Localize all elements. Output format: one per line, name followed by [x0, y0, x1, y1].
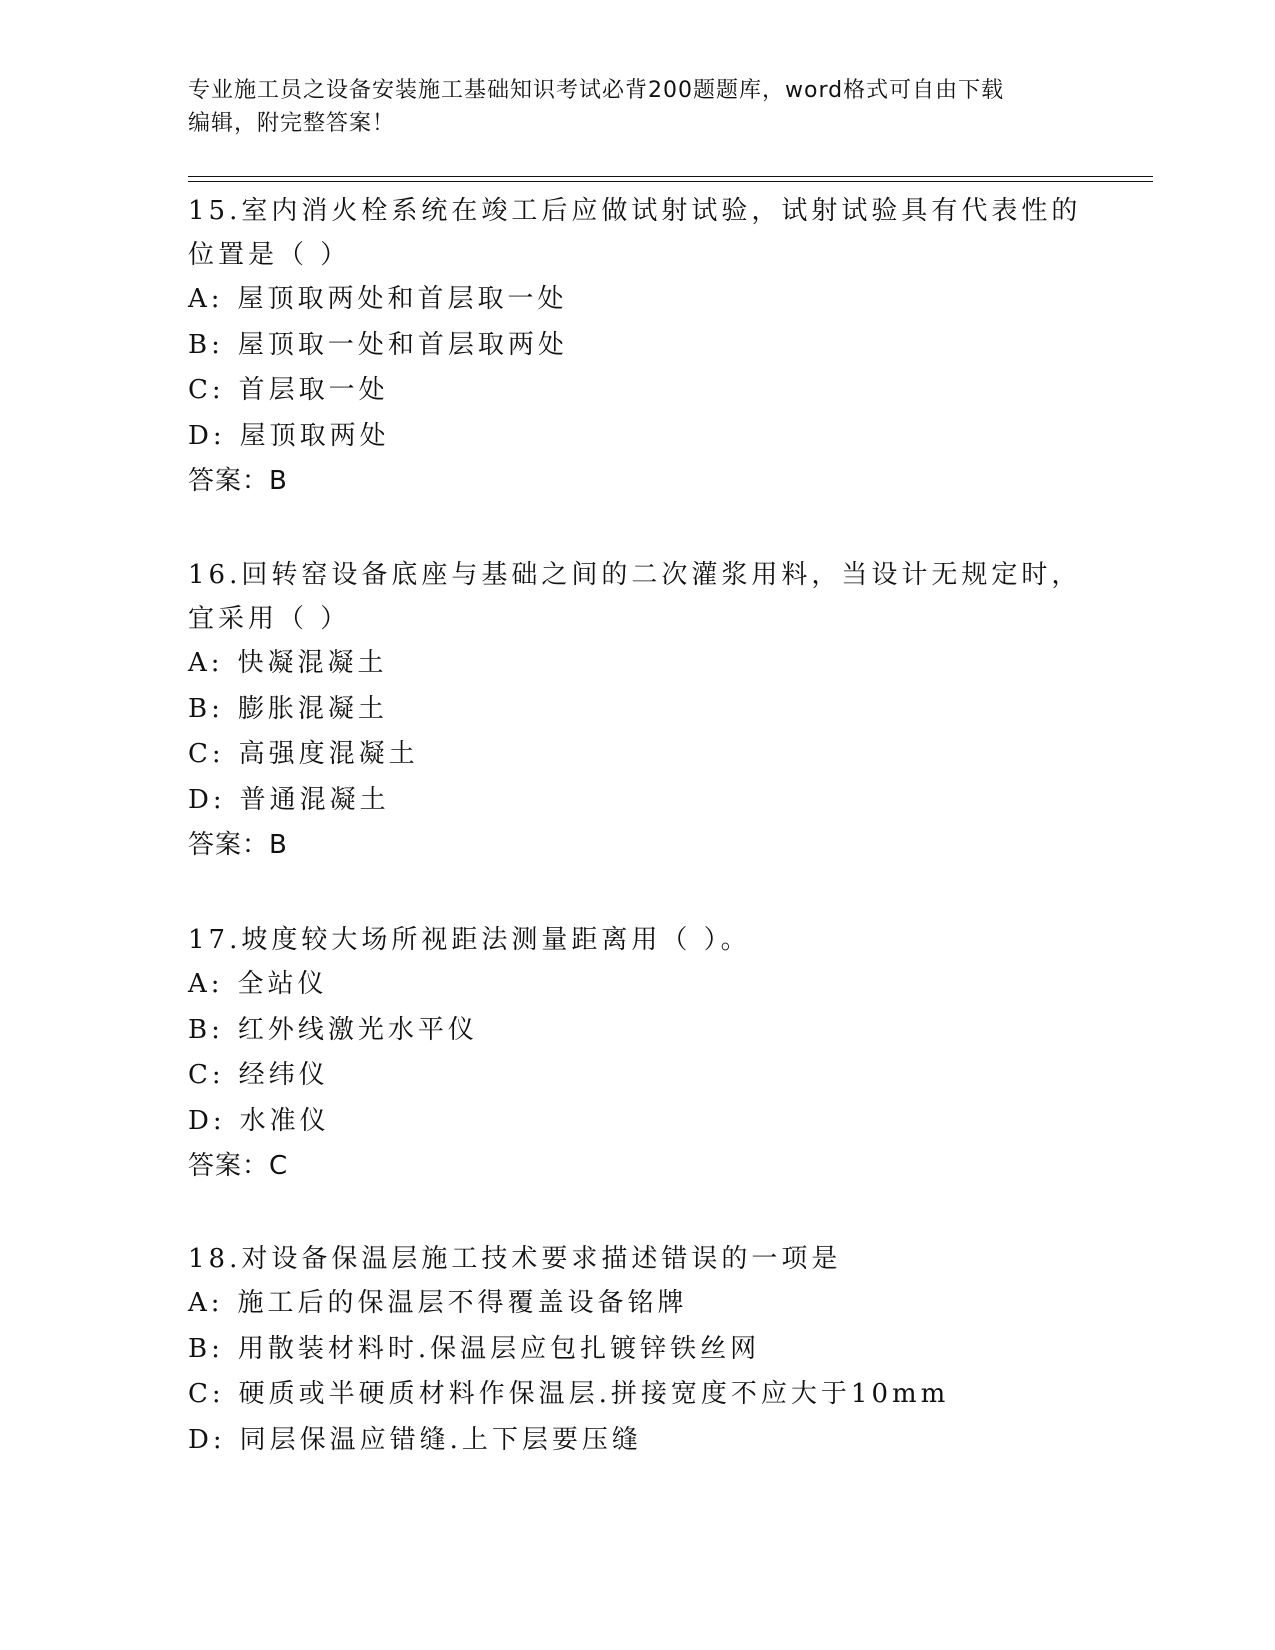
answer-line: 答案：B: [188, 830, 288, 860]
answer-line: 答案：C: [188, 1151, 289, 1181]
option-key: D:: [188, 1424, 226, 1455]
option-text: 快凝混凝土: [237, 648, 388, 678]
option-key: A:: [188, 648, 224, 678]
option-key: D:: [188, 784, 226, 815]
option-b: [188, 1327, 1088, 1373]
document-header: [188, 74, 1088, 140]
option-text: 屋顶取一处和首层取两处: [237, 329, 568, 360]
question-stem: 16.回转窑设备底座与基础之间的二次灌浆用料，当设计无规定时，宜采用（ ）: [188, 560, 1082, 634]
question-stem: 15.室内消火栓系统在竣工后应做试射试验，试射试验具有代表性的位置是（ ）: [188, 196, 1082, 270]
option-text: 同层保温应错缝.上下层要压缝: [239, 1424, 642, 1455]
option-text: 施工后的保温层不得覆盖设备铭牌: [237, 1288, 688, 1318]
option-text: 普通混凝土: [239, 784, 390, 815]
question-18: [188, 1237, 1088, 1463]
option-text: 高强度混凝土: [238, 739, 419, 769]
option-key: B:: [188, 693, 224, 724]
option-key: A:: [188, 969, 224, 999]
question-stem: 18.对设备保温层施工技术要求描述错误的一项是: [188, 1244, 842, 1274]
option-key: B:: [188, 329, 224, 360]
option-c: [188, 732, 1088, 778]
option-a: [188, 962, 1088, 1008]
option-d: [188, 1418, 1088, 1464]
option-key: C:: [188, 375, 225, 405]
option-d: [188, 778, 1088, 824]
option-text: 首层取一处: [238, 375, 389, 405]
option-text: 红外线激光水平仪: [237, 1014, 478, 1045]
option-c: [188, 1372, 1088, 1418]
option-a: [188, 1281, 1088, 1327]
answer-line: 答案：B: [188, 466, 288, 496]
option-key: C:: [188, 739, 225, 769]
option-text: 膨胀混凝土: [237, 693, 388, 724]
option-text: 经纬仪: [238, 1060, 329, 1090]
header-line-2: 编辑，附完整答案！: [188, 111, 396, 136]
option-key: C:: [188, 1060, 225, 1090]
option-key: D:: [188, 1105, 226, 1136]
option-d: [188, 414, 1088, 460]
question-stem: 17.坡度较大场所视距法测量距离用（ ）。: [188, 925, 751, 955]
option-a: [188, 277, 1088, 323]
header-rule-bottom: [188, 181, 1153, 182]
question-15: [188, 189, 1088, 504]
option-key: A:: [188, 284, 224, 314]
option-b: [188, 1008, 1088, 1054]
option-key: D:: [188, 420, 226, 451]
option-text: 屋顶取两处: [239, 420, 390, 451]
question-16: [188, 553, 1088, 868]
option-c: [188, 1053, 1088, 1099]
option-key: B:: [188, 1014, 224, 1045]
option-key: C:: [188, 1379, 225, 1409]
question-17: [188, 918, 1088, 1189]
option-text: 用散装材料时.保温层应包扎镀锌铁丝网: [237, 1333, 761, 1364]
option-text: 屋顶取两处和首层取一处: [237, 284, 568, 314]
header-rule-top: [188, 176, 1153, 177]
option-text: 水准仪: [239, 1105, 330, 1136]
option-a: [188, 641, 1088, 687]
option-b: [188, 687, 1088, 733]
header-line-1: 专业施工员之设备安装施工基础知识考试必背200题题库，word格式可自由下载: [188, 78, 1005, 103]
option-b: [188, 323, 1088, 369]
option-d: [188, 1099, 1088, 1145]
option-text: 全站仪: [237, 969, 328, 999]
option-key: A:: [188, 1288, 224, 1318]
option-text: 硬质或半硬质材料作保温层.拼接宽度不应大于10mm: [238, 1379, 950, 1409]
option-c: [188, 368, 1088, 414]
option-key: B:: [188, 1333, 224, 1364]
